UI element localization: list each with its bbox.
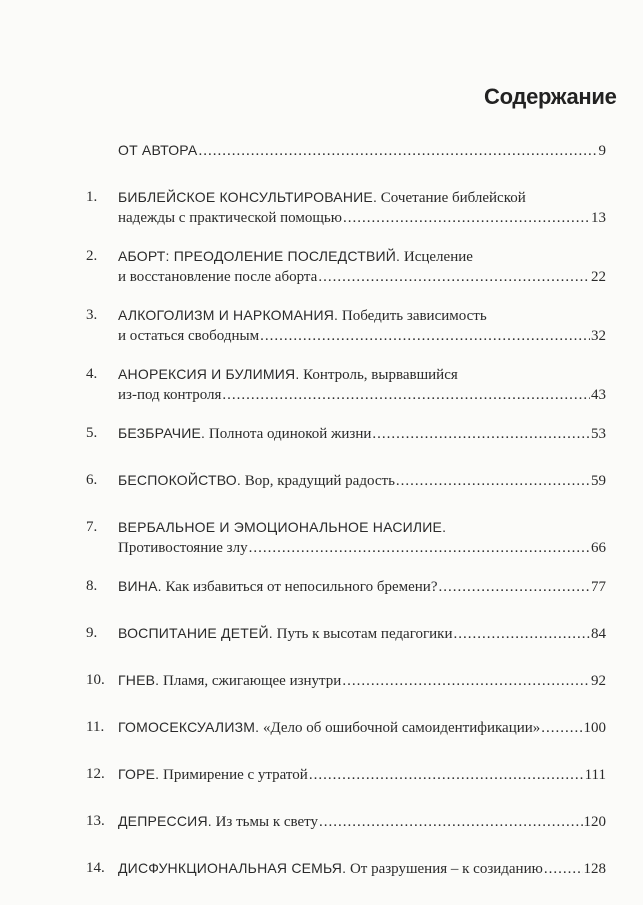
entry-heading: ОТ АВТОРА [118, 142, 198, 158]
dot-leader [260, 326, 590, 346]
entry-subtitle: Как избавиться от непосильного бремени? [165, 579, 438, 595]
page-number: 92 [591, 673, 606, 689]
entry-line [118, 623, 606, 644]
entry-subtitle: Путь к высотам педагогики [276, 626, 453, 642]
page-title: Содержание [484, 84, 617, 109]
entry-line [118, 423, 606, 444]
entry-heading: АБОРТ: ПРЕОДОЛЕНИЕ ПОСЛЕДСТВИЙ. [118, 248, 401, 264]
entry-number: 13. [86, 813, 105, 829]
entry-subtitle: Победить зависимость [341, 308, 487, 324]
entry-title [118, 423, 371, 444]
page-number: 128 [583, 861, 606, 877]
entry-number: 11. [86, 719, 105, 735]
entry-heading: АЛКОГОЛИЗМ И НАРКОМАНИЯ. [118, 307, 339, 323]
entry-number: 10. [86, 672, 105, 688]
entry-body [118, 364, 606, 405]
entry-heading: ДЕПРЕССИЯ. [118, 813, 212, 829]
entry-line [118, 267, 606, 287]
entry-line [118, 140, 606, 161]
entry-line [118, 764, 606, 785]
entry-number: 3. [86, 307, 98, 323]
entry-number: 7. [86, 519, 98, 535]
entry-number: 2. [86, 248, 98, 264]
entry-title [118, 364, 458, 385]
entry-subtitle: Сочетание библейской [380, 190, 526, 206]
dot-leader [396, 471, 590, 491]
page-number: 66 [591, 540, 606, 556]
toc-entry[interactable] [86, 811, 606, 832]
entry-heading: ГНЕВ. [118, 672, 160, 688]
entry-title [118, 305, 487, 326]
toc-entry[interactable] [86, 576, 606, 597]
dot-leader [453, 624, 590, 644]
entry-line [118, 538, 606, 558]
entry-subtitle: Исцеление [403, 249, 473, 265]
entry-number: 12. [86, 766, 105, 782]
entry-number: 14. [86, 860, 105, 876]
page-number: 53 [591, 426, 606, 442]
entry-number: 4. [86, 366, 98, 382]
entry-title [118, 187, 526, 208]
entry-line [118, 717, 606, 738]
entry-line [118, 858, 606, 879]
toc-entry[interactable] [86, 305, 606, 346]
entry-line [118, 326, 606, 346]
toc-entry[interactable] [86, 187, 606, 228]
entry-body [118, 423, 606, 444]
entry-number: 8. [86, 578, 98, 594]
dot-leader [198, 141, 597, 161]
entry-line [118, 208, 606, 228]
page-number: 59 [591, 473, 606, 489]
entry-subtitle: Из тьмы к свету [215, 814, 319, 830]
page-number: 22 [591, 269, 606, 285]
toc-entry[interactable] [86, 717, 606, 738]
dot-leader [309, 765, 584, 785]
entry-line [118, 517, 606, 538]
entry-body [118, 576, 606, 597]
entry-body [118, 623, 606, 644]
entry-heading: ГОРЕ. [118, 766, 160, 782]
entry-subtitle: Примирение с утратой [163, 767, 308, 783]
entry-number: 9. [86, 625, 98, 641]
entry-line [118, 811, 606, 832]
entry-line [118, 305, 606, 326]
entry-title [118, 576, 437, 597]
dot-leader [249, 538, 590, 558]
entry-heading: ГОМОСЕКСУАЛИЗМ. [118, 719, 260, 735]
dot-leader [342, 671, 590, 691]
entry-body [118, 140, 606, 161]
entry-number: 6. [86, 472, 98, 488]
entry-title [118, 246, 473, 267]
entry-title [118, 811, 318, 832]
entry-body [118, 246, 606, 287]
entry-heading: ДИСФУНКЦИОНАЛЬНАЯ СЕМЬЯ. [118, 860, 347, 876]
entry-body [118, 717, 606, 738]
toc-entry[interactable] [86, 140, 606, 161]
dot-leader [318, 267, 590, 287]
page-number: 84 [591, 626, 606, 642]
entry-number: 5. [86, 425, 98, 441]
entry-heading: ВЕРБАЛЬНОЕ И ЭМОЦИОНАЛЬНОЕ НАСИЛИЕ. [118, 519, 447, 535]
entry-subtitle-cont: надежды с практической помощью [118, 210, 342, 226]
entry-subtitle: Контроль, вырвавшийся [303, 367, 458, 383]
entry-heading: ВОСПИТАНИЕ ДЕТЕЙ. [118, 625, 273, 641]
table-of-contents [86, 140, 606, 905]
dot-leader [372, 424, 590, 444]
entry-subtitle-cont: и восстановление после аборта [118, 269, 318, 285]
entry-line [118, 246, 606, 267]
entry-line [118, 576, 606, 597]
page-number: 111 [584, 767, 606, 783]
toc-entry[interactable] [86, 364, 606, 405]
toc-entry[interactable] [86, 670, 606, 691]
entry-heading: БЕСПОКОЙСТВО. [118, 472, 241, 488]
entry-heading: АНОРЕКСИЯ И БУЛИМИЯ. [118, 366, 300, 382]
entry-line [118, 364, 606, 385]
page-number: 100 [583, 720, 606, 736]
entry-body [118, 670, 606, 691]
entry-title [118, 517, 446, 538]
dot-leader [343, 208, 590, 228]
entry-number [86, 140, 118, 161]
page-number: 13 [591, 210, 606, 226]
entry-heading: БИБЛЕЙСКОЕ КОНСУЛЬТИРОВАНИЕ. [118, 189, 378, 205]
page-number: 43 [591, 387, 606, 403]
entry-heading: БЕЗБРАЧИЕ. [118, 425, 206, 441]
entry-subtitle-cont: из-под контроля [118, 387, 222, 403]
entry-body [118, 764, 606, 785]
entry-body [118, 811, 606, 832]
entry-subtitle: Вор, крадущий радость [244, 473, 395, 489]
entry-line [118, 670, 606, 691]
entry-title [118, 858, 543, 879]
entry-title [118, 764, 308, 785]
dot-leader [544, 859, 583, 879]
entry-body [118, 187, 606, 228]
toc-entry[interactable] [86, 764, 606, 785]
entry-body [118, 470, 606, 491]
entry-body [118, 517, 606, 558]
dot-leader [319, 812, 582, 832]
entry-title [118, 470, 395, 491]
entry-title [118, 670, 341, 691]
entry-subtitle: «Дело об ошибочной самоидентификации» [262, 720, 541, 736]
entry-subtitle: Полнота одинокой жизни [208, 426, 372, 442]
toc-entry[interactable] [86, 246, 606, 287]
entry-line [118, 470, 606, 491]
entry-line [118, 187, 606, 208]
toc-entry[interactable] [86, 858, 606, 879]
toc-entry[interactable] [86, 470, 606, 491]
entry-body [118, 858, 606, 879]
page-number: 120 [583, 814, 606, 830]
entry-subtitle: От разрушения – к созиданию [349, 861, 543, 877]
page-number: 77 [591, 579, 606, 595]
dot-leader [541, 718, 582, 738]
toc-entry[interactable] [86, 623, 606, 644]
page-number: 32 [591, 328, 606, 344]
entry-title [118, 623, 452, 644]
entry-line [118, 385, 606, 405]
entry-subtitle-cont: Противостояние злу [118, 540, 248, 556]
entry-title [118, 140, 197, 161]
toc-entry[interactable] [86, 517, 606, 558]
entry-subtitle-cont: и остаться свободным [118, 328, 260, 344]
entry-subtitle: Пламя, сжигающее изнутри [163, 673, 342, 689]
entry-body [118, 305, 606, 346]
page-number: 9 [598, 143, 606, 159]
entry-number: 1. [86, 189, 98, 205]
entry-title [118, 717, 540, 738]
dot-leader [438, 577, 590, 597]
toc-entry[interactable] [86, 423, 606, 444]
entry-heading: ВИНА. [118, 578, 162, 594]
dot-leader [222, 385, 590, 405]
